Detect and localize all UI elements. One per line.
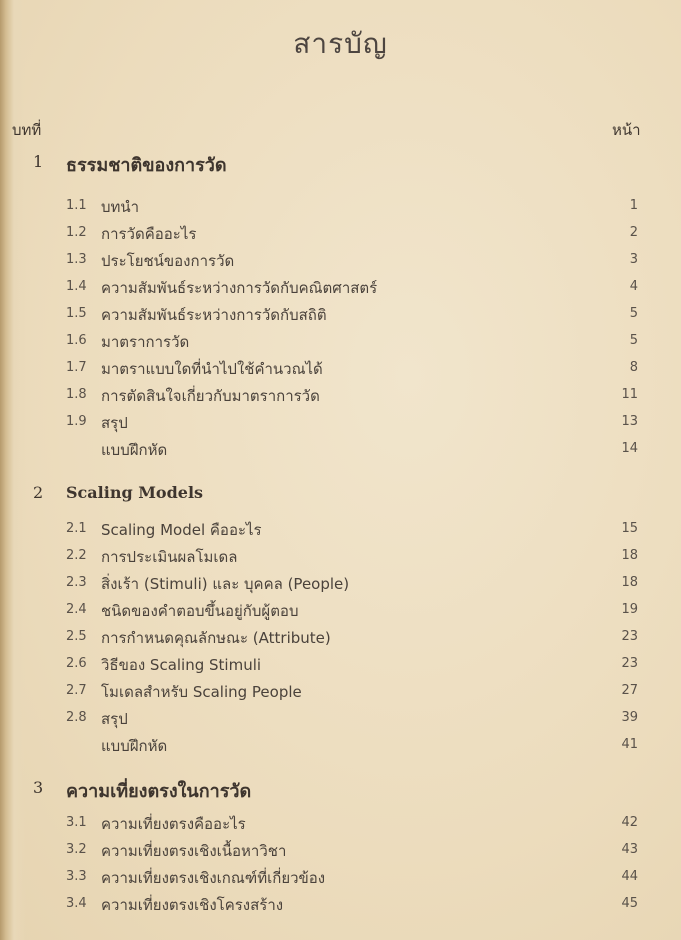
- toc-entry[interactable]: [0, 705, 681, 732]
- entry-label: ความสัมพันธ์ระหว่างการวัดกับสถิติ: [101, 306, 327, 324]
- entry-label: มาตราการวัด: [101, 333, 190, 351]
- entry-label: สรุป: [101, 710, 128, 728]
- toc-entry[interactable]: [0, 543, 681, 570]
- entry-page: 39: [621, 710, 638, 725]
- entry-page: 5: [629, 306, 638, 321]
- entry-label: การประเมินผลโมเดล: [101, 548, 238, 566]
- entry-label: สรุป: [101, 414, 128, 432]
- entry-page: 27: [621, 683, 638, 698]
- entry-number: 2.5: [66, 629, 87, 644]
- entry-label: ความเที่ยงตรงเชิงโครงสร้าง: [101, 896, 284, 914]
- entry-page: 43: [621, 842, 638, 857]
- toc-entry[interactable]: [0, 624, 681, 651]
- toc-entry[interactable]: [0, 247, 681, 274]
- chapter-column-header: บทที่: [12, 121, 42, 139]
- entry-label: การตัดสินใจเกี่ยวกับมาตราการวัด: [101, 387, 320, 405]
- entry-number: 1.7: [66, 360, 87, 375]
- toc-entry[interactable]: [0, 301, 681, 328]
- entry-number: 2.6: [66, 656, 87, 671]
- entry-page: 44: [621, 869, 638, 884]
- chapter-title: Scaling Models: [66, 483, 204, 502]
- page-column-header: หน้า: [612, 121, 641, 139]
- chapter-number: 3: [33, 778, 44, 797]
- entry-page: 14: [621, 441, 638, 456]
- entry-label: ประโยชน์ของการวัด: [101, 252, 235, 270]
- entry-number: 1.3: [66, 252, 87, 267]
- entry-page: 11: [621, 387, 638, 402]
- entry-number: 3.4: [66, 896, 87, 911]
- entry-label: ชนิดของคำตอบขึ้นอยู่กับผู้ตอบ: [101, 602, 299, 620]
- entry-label: แบบฝึกหัด: [101, 737, 168, 755]
- entry-number: 3.3: [66, 869, 87, 884]
- toc-entry[interactable]: [0, 328, 681, 355]
- toc-entry[interactable]: [0, 678, 681, 705]
- page-title: สารบัญ: [293, 27, 388, 60]
- entry-number: 3.2: [66, 842, 87, 857]
- entry-page: 23: [621, 629, 638, 644]
- entry-label: การกำหนดคุณลักษณะ (Attribute): [101, 629, 331, 647]
- entry-number: 3.1: [66, 815, 87, 830]
- entry-label: แบบฝึกหัด: [101, 441, 168, 459]
- entry-page: 13: [621, 414, 638, 429]
- entry-number: 1.9: [66, 414, 87, 429]
- entry-label: ความเที่ยงตรงคืออะไร: [101, 815, 246, 833]
- entry-number: 2.2: [66, 548, 87, 563]
- entry-page: 2: [629, 225, 638, 240]
- entry-number: 2.3: [66, 575, 87, 590]
- chapter-title: ความเที่ยงตรงในการวัด: [66, 781, 252, 802]
- entry-label: วิธีของ Scaling Stimuli: [101, 656, 262, 674]
- entry-label: Scaling Model คืออะไร: [101, 521, 262, 539]
- entry-page: 19: [621, 602, 638, 617]
- entry-page: 5: [629, 333, 638, 348]
- entry-page: 3: [629, 252, 638, 267]
- toc-entry[interactable]: [0, 810, 681, 837]
- toc-entry[interactable]: [0, 355, 681, 382]
- toc-entry[interactable]: [0, 891, 681, 918]
- toc-entry-exercises[interactable]: [0, 436, 681, 463]
- entry-page: 15: [621, 521, 638, 536]
- chapter-title: ธรรมชาติของการวัด: [66, 155, 227, 176]
- entry-label: ความเที่ยงตรงเชิงเกณฑ์ที่เกี่ยวข้อง: [101, 869, 326, 887]
- entry-number: 1.1: [66, 198, 87, 213]
- entry-page: 8: [629, 360, 638, 375]
- toc-entry[interactable]: [0, 193, 681, 220]
- entry-label: โมเดลสำหรับ Scaling People: [101, 683, 302, 701]
- entry-number: 2.7: [66, 683, 87, 698]
- entry-number: 1.6: [66, 333, 87, 348]
- entry-label: ความเที่ยงตรงเชิงเนื้อหาวิชา: [101, 842, 287, 860]
- entry-number: 1.4: [66, 279, 87, 294]
- toc-entry[interactable]: [0, 864, 681, 891]
- entry-number: 1.5: [66, 306, 87, 321]
- entry-number: 1.8: [66, 387, 87, 402]
- toc-entry[interactable]: [0, 837, 681, 864]
- entry-label: มาตราแบบใดที่นำไปใช้คำนวณได้: [101, 360, 323, 378]
- entry-label: บทนำ: [101, 198, 140, 216]
- entry-page: 23: [621, 656, 638, 671]
- toc-entry[interactable]: [0, 274, 681, 301]
- toc-entry[interactable]: [0, 651, 681, 678]
- chapter-number: 1: [33, 152, 44, 171]
- toc-entry[interactable]: [0, 382, 681, 409]
- toc-entry[interactable]: [0, 516, 681, 543]
- toc-entry[interactable]: [0, 597, 681, 624]
- entry-number: 2.4: [66, 602, 87, 617]
- entry-page: 4: [629, 279, 638, 294]
- entry-label: สิ่งเร้า (Stimuli) และ บุคคล (People): [101, 575, 350, 593]
- entry-page: 18: [621, 548, 638, 563]
- entry-label: การวัดคืออะไร: [101, 225, 197, 243]
- entry-page: 1: [629, 198, 638, 213]
- toc-entry-exercises[interactable]: [0, 732, 681, 759]
- entry-number: 2.1: [66, 521, 87, 536]
- entry-page: 45: [621, 896, 638, 911]
- toc-entry[interactable]: [0, 220, 681, 247]
- entry-label: ความสัมพันธ์ระหว่างการวัดกับคณิตศาสตร์: [101, 279, 378, 297]
- entry-number: 2.8: [66, 710, 87, 725]
- toc-entry[interactable]: [0, 570, 681, 597]
- toc-entry[interactable]: [0, 409, 681, 436]
- entry-number: 1.2: [66, 225, 87, 240]
- entry-page: 42: [621, 815, 638, 830]
- entry-page: 41: [621, 737, 638, 752]
- entry-page: 18: [621, 575, 638, 590]
- chapter-number: 2: [33, 483, 44, 502]
